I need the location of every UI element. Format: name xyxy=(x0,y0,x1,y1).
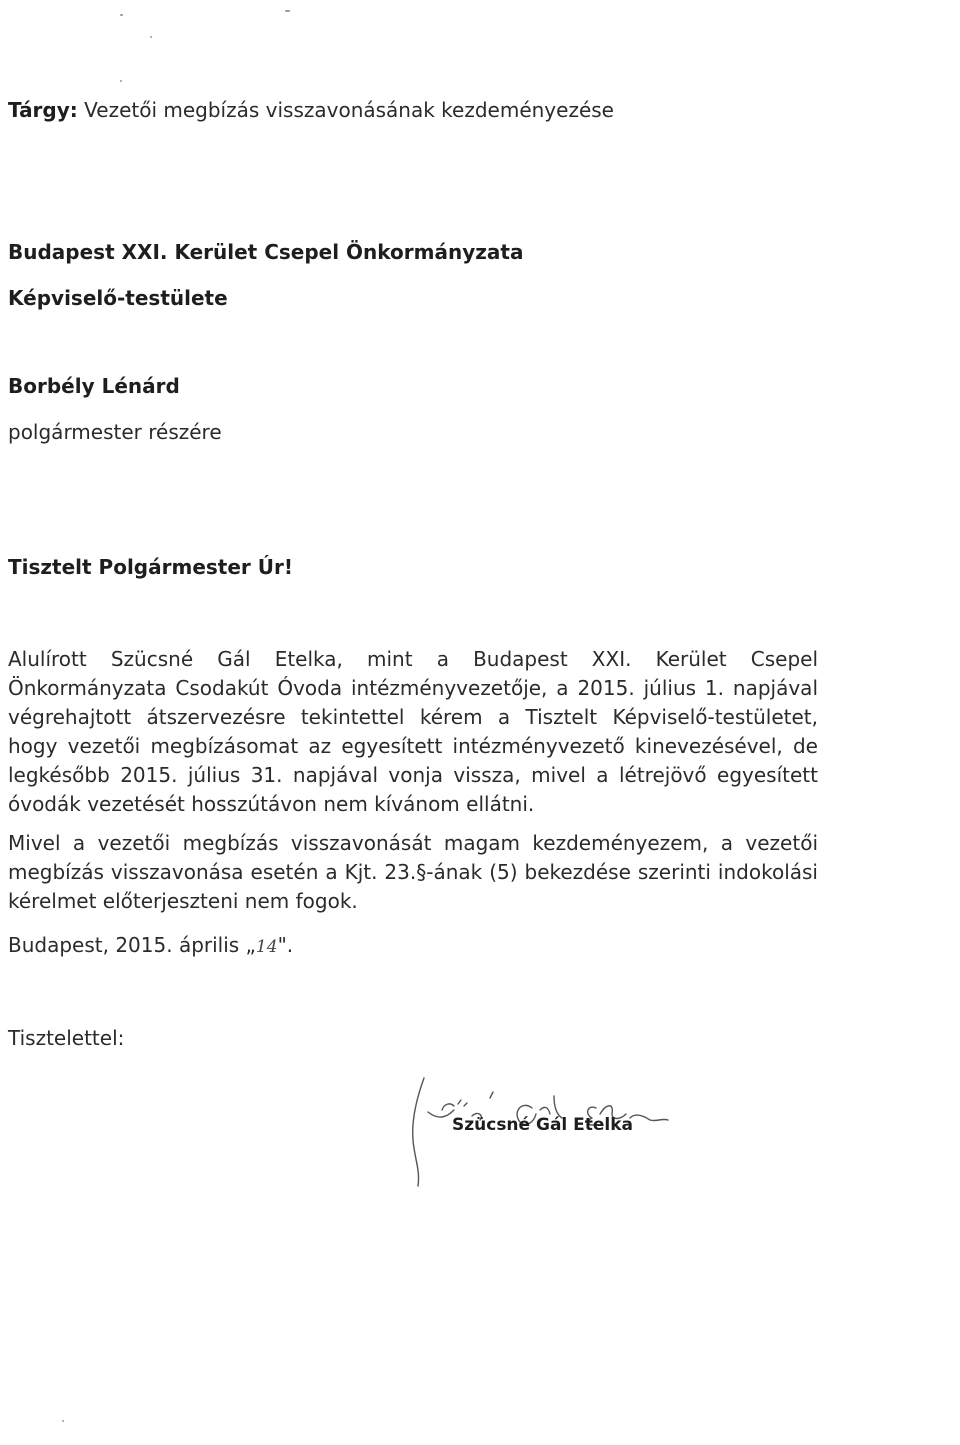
body-paragraph-2: Mivel a vezetői megbízás visszavonását magam kezdeményezem, a vezetői megbízás visszavonása esetén a Kjt. 23.§-ának (5) bekezdése szerinti indokolási kérelmet előterjeszteni nem fogok. xyxy=(8,831,818,913)
handwritten-date-day: 14 xyxy=(255,937,278,957)
scan-speck xyxy=(285,10,290,12)
signer-printed-name: Szücsné Gál Etelka xyxy=(452,1115,634,1135)
addressee-role: polgármester részére xyxy=(8,420,222,444)
date-suffix: ". xyxy=(277,933,294,957)
date-line xyxy=(8,931,293,961)
scan-speck xyxy=(120,80,122,82)
addressee-name: Borbély Lénárd xyxy=(8,374,180,398)
scan-speck xyxy=(150,36,152,38)
date-prefix: Budapest, 2015. április „ xyxy=(8,933,256,957)
subject-label: Tárgy: xyxy=(8,98,78,122)
salutation: Tisztelt Polgármester Úr! xyxy=(8,555,293,579)
scan-speck xyxy=(120,14,123,16)
addressee-organization: Budapest XXI. Kerület Csepel Önkormányzata xyxy=(8,240,524,264)
body-paragraph-1: Alulírott Szücsné Gál Etelka, mint a Budapest XXI. Kerület Csepel Önkormányzata Csodakút Óvoda intézményvezetője, a 2015. július 1. napjával végrehajtott átszervezésre tekintettel kérem a Tisztelt Képviselő-testületet, hogy vezetői megbízásomat az egyesített intézményvezető kinevezésével, de legkésőbb 2015. július 31. napjával vonja vissza, mivel a létrejövő egyesített óvodák vezetését hosszútávon nem kívánom ellátni. xyxy=(8,647,818,816)
addressee-body: Képviselő-testülete xyxy=(8,286,228,310)
scan-speck xyxy=(62,1420,64,1422)
subject-text: Vezetői megbízás visszavonásának kezdeményezése xyxy=(84,98,614,122)
subject-line xyxy=(8,96,614,124)
closing: Tisztelettel: xyxy=(8,1026,125,1050)
